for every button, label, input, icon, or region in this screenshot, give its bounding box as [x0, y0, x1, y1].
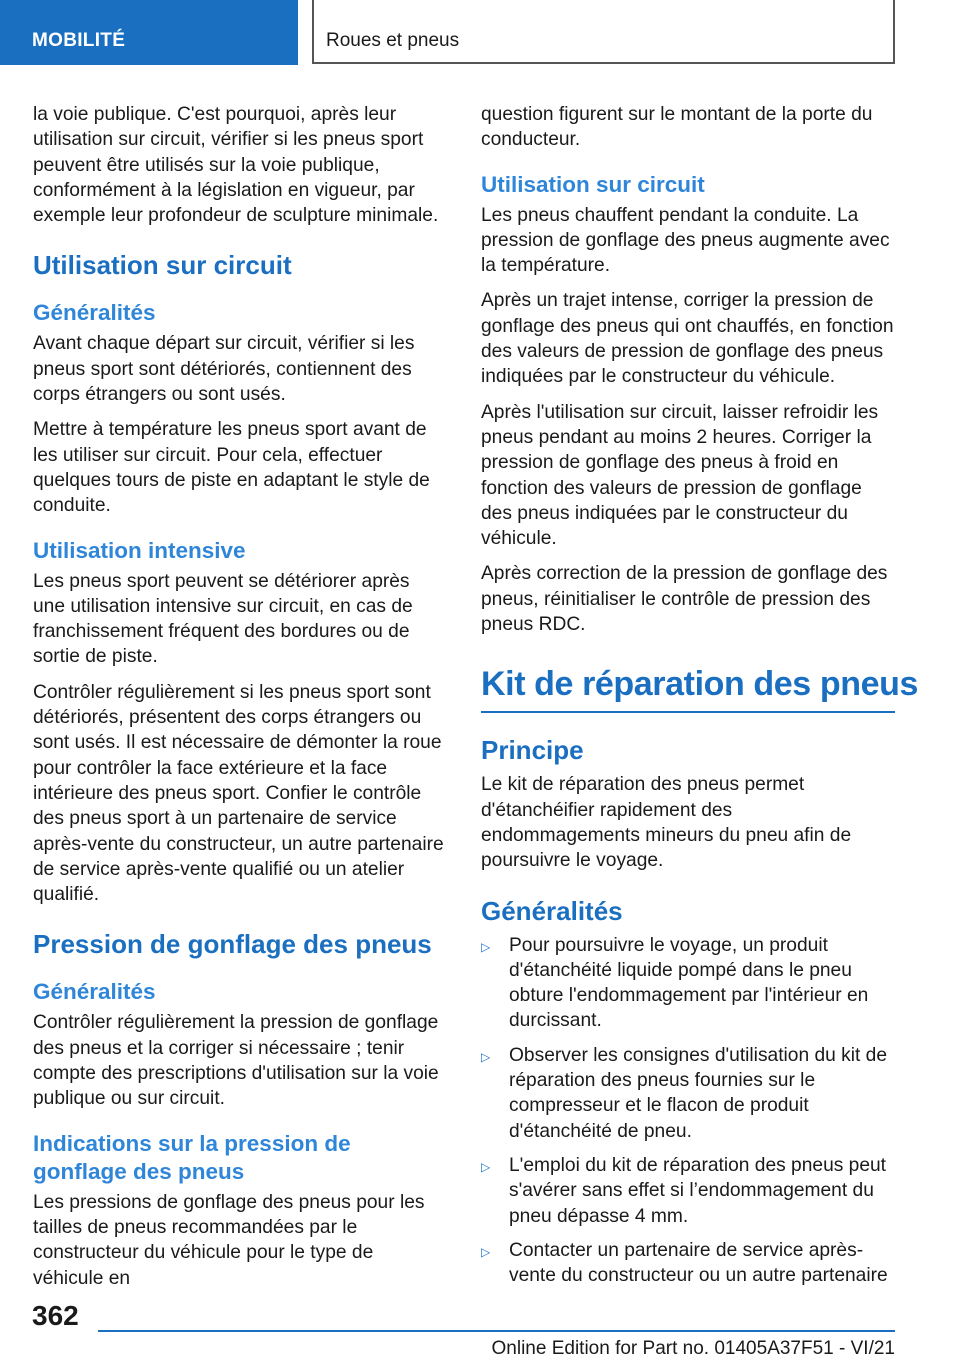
paragraph: Les pneus sport peuvent se détériorer après une utilisation intensive sur circuit, en cas de franchissement fréquent des bordures ou de sortie de piste.: [33, 570, 413, 668]
footer-divider: [98, 1330, 895, 1332]
triangle-bullet-icon: ▷: [481, 1244, 491, 1259]
paragraph: Après correction de la pression de gonflage des pneus, réinitialiser le contrôle de pression des pneus RDC.: [481, 563, 888, 636]
paragraph: la voie publique. C'est pourquoi, après leur utilisation sur circuit, vérifier si les pneus sport peuvent être utilisés sur la voie publique, conformément à la législation en vigueur, par exemple leur profondeur de sculpture minimale.: [33, 104, 439, 227]
page-number: 362: [32, 1300, 79, 1331]
chapter-title: Roues et pneus: [312, 0, 895, 64]
subheading-indications: Indications sur la pression de gonflage des pneus: [33, 1130, 351, 1184]
subheading-generalites-2: Généralités: [33, 979, 156, 1005]
list-item: [481, 1043, 895, 1144]
left-column: [33, 102, 446, 1301]
heading-kit: Kit de réparation des pneus: [481, 663, 895, 713]
list-item-text: Pour poursuivre le voyage, un produit d'étanchéité liquide pompé dans le pneu obture l'endommagement par l'intérieur en durcissant.: [509, 934, 869, 1032]
paragraph: Après l'utilisation sur circuit, laisser refroidir les pneus pendant au moins 2 heures. Corriger la pression de gonflage des pneus à froid en fonction des valeurs de pression de gonflage des pneus indiquées par le constructeur du véhicule.: [481, 401, 879, 550]
subheading-generalites: Généralités: [33, 300, 156, 326]
subheading-circuit: Utilisation sur circuit: [481, 171, 705, 197]
list-item-text: Contacter un partenaire de service après-vente du constructeur ou un autre partenaire: [509, 1239, 888, 1287]
list-item: [481, 1153, 895, 1229]
list-item-text: Observer les consignes d'utilisation du kit de réparation des pneus fournies sur le compresseur et le flacon de produit d'étanchéité de pneu.: [509, 1044, 888, 1142]
heading-pression: Pression de gonflage des pneus: [33, 929, 432, 960]
heading-principe: Principe: [481, 735, 584, 766]
list-item: [481, 1238, 895, 1289]
paragraph: Les pressions de gonflage des pneus pour les tailles de pneus recommandées par le constructeur du véhicule pour le type de véhicule en: [33, 1191, 425, 1289]
triangle-bullet-icon: ▷: [481, 939, 491, 954]
paragraph: question figurent sur le montant de la porte du conducteur.: [481, 104, 873, 151]
paragraph: Mettre à température les pneus sport avant de les utiliser sur circuit. Pour cela, effectuer quelques tours de piste en adaptant le style de conduite.: [33, 419, 430, 517]
paragraph: Avant chaque départ sur circuit, vérifier si les pneus sport sont détériorés, contiennent des corps étrangers ou sont usés.: [33, 333, 415, 406]
list-item: [481, 933, 895, 1034]
triangle-bullet-icon: ▷: [481, 1049, 491, 1064]
paragraph: Le kit de réparation des pneus permet d'étanchéifier rapidement des endommagements mineurs du pneu afin de poursuivre le voyage.: [481, 774, 852, 872]
heading-generalites: Généralités: [481, 895, 623, 926]
right-column: [481, 102, 918, 1297]
list-item-text: L'emploi du kit de réparation des pneus peut s'avérer sans effet si l’endommagement du pneu dépasse 4 mm.: [509, 1154, 887, 1227]
paragraph: Contrôler régulièrement la pression de gonflage des pneus et la corriger si nécessaire ; tenir compte des prescriptions d'utilisation sur la voie publique ou sur circuit.: [33, 1012, 439, 1110]
paragraph: Après un trajet intense, corriger la pression de gonflage des pneus qui ont chauffés, en fonction des valeurs de pression de gonflage des pneus indiquées par le constructeur du véhicule.: [481, 290, 894, 388]
paragraph: Les pneus chauffent pendant la conduite. La pression de gonflage des pneus augmente avec la température.: [481, 204, 890, 277]
section-tab: MOBILITÉ: [0, 0, 298, 65]
paragraph: Contrôler régulièrement si les pneus sport sont détériorés, présentent des corps étrangers ou sont usés. Il est nécessaire de démonter la roue pour contrôler la face extérieure et la face intérieure des pneus sport. Confier le contrôle des pneus sport à un partenaire de service après-vente du constructeur, un autre partenaire de service après-vente qualifié ou un atelier qualifié.: [33, 681, 444, 906]
triangle-bullet-icon: ▷: [481, 1159, 491, 1174]
heading-circuit: Utilisation sur circuit: [33, 250, 292, 281]
footer-edition: Online Edition for Part no. 01405A37F51 - VI/21: [491, 1338, 895, 1359]
subheading-intensive: Utilisation intensive: [33, 537, 246, 563]
bullet-list: [481, 933, 895, 1289]
